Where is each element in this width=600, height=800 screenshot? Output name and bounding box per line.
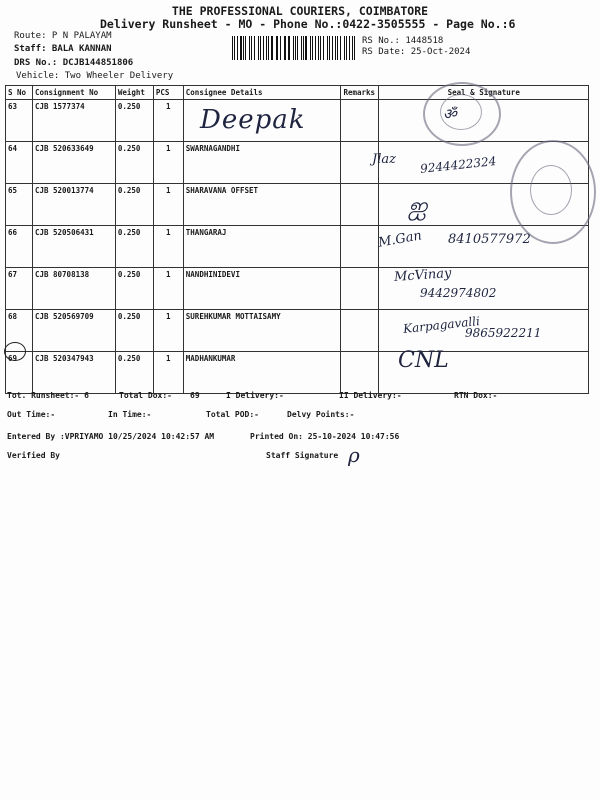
cell-remarks xyxy=(341,310,379,352)
barcode-bar xyxy=(327,36,328,60)
barcode-bar xyxy=(312,36,313,60)
handwritten-phone: 9442974802 xyxy=(420,286,497,300)
barcode-bar xyxy=(268,36,269,60)
table-row xyxy=(6,352,589,394)
col-consignee: Consignee Details xyxy=(183,86,341,100)
handwritten-remark-cnl: CNL xyxy=(398,348,449,373)
entered-by: Entered By :VPRIYAMO 10/25/2024 10:42:57 AM xyxy=(7,432,215,441)
cell-weight: 0.250 xyxy=(115,226,153,268)
cell-consignee: SHARAVANA OFFSET xyxy=(183,184,341,226)
col-pcs: PCS xyxy=(153,86,183,100)
vehicle: Vehicle: Two Wheeler Delivery xyxy=(16,71,174,81)
barcode-bar xyxy=(243,36,244,60)
cell-consignment: CJB 520347943 xyxy=(32,352,115,394)
cell-weight: 0.250 xyxy=(115,100,153,142)
barcode-bar xyxy=(337,36,338,60)
handwritten-name: McVinay xyxy=(393,266,452,285)
barcode-bar xyxy=(234,36,235,60)
handwritten-phone: 9244422324 xyxy=(419,154,497,176)
cell-pcs: 1 xyxy=(153,268,183,310)
seal-stamp-sharavana-inner xyxy=(530,165,572,215)
cell-sno: 65 xyxy=(6,184,33,226)
cell-consignee: THANGARAJ xyxy=(183,226,341,268)
barcode-bar xyxy=(251,36,252,60)
barcode-bar xyxy=(329,36,330,60)
barcode-bar xyxy=(245,36,246,60)
barcode-bar xyxy=(354,36,355,60)
barcode-bar xyxy=(288,36,290,60)
barcode-bar xyxy=(284,36,285,60)
barcode-bar xyxy=(340,36,341,60)
total-dox-label: Total Dox:- xyxy=(119,391,172,400)
cell-pcs: 1 xyxy=(153,352,183,394)
barcode-bar xyxy=(352,36,353,60)
cell-consignee: NANDHINIDEVI xyxy=(183,268,341,310)
cell-sno: 64 xyxy=(6,142,33,184)
cell-consignment: CJB 80708138 xyxy=(32,268,115,310)
cell-consignee: MADHANKUMAR xyxy=(183,352,341,394)
cell-pcs: 1 xyxy=(153,226,183,268)
col-signature: Seal & Signature xyxy=(379,86,589,100)
barcode xyxy=(232,36,357,60)
table-row xyxy=(6,142,589,184)
signature-scribble: Jlaz xyxy=(372,152,396,167)
barcode-bar xyxy=(315,36,316,60)
staff-signature-label: Staff Signature xyxy=(266,451,339,460)
col-consignment: Consignment No xyxy=(32,86,115,100)
signature-scribble: M.Gan xyxy=(377,228,423,251)
barcode-bar xyxy=(285,36,286,60)
cell-pcs: 1 xyxy=(153,142,183,184)
barcode-bar xyxy=(349,36,350,60)
barcode-bar xyxy=(320,36,321,60)
second-delivery: II Delivery:- xyxy=(339,391,402,400)
cell-remarks xyxy=(341,100,379,142)
barcode-bar xyxy=(271,36,273,60)
barcode-bar xyxy=(303,36,304,60)
barcode-bar xyxy=(293,36,294,60)
handwritten-name: Karpagavalli xyxy=(402,314,481,336)
out-time: Out Time:- xyxy=(7,410,56,419)
handwritten-phone: 9865922211 xyxy=(465,326,542,340)
cell-weight: 0.250 xyxy=(115,352,153,394)
barcode-bar xyxy=(260,36,261,60)
barcode-bar xyxy=(301,36,302,60)
cell-remarks xyxy=(341,352,379,394)
col-weight: Weight xyxy=(115,86,153,100)
staff-signature-scribble: ρ xyxy=(348,443,360,467)
barcode-bar xyxy=(249,36,250,60)
cell-sno: 63 xyxy=(6,100,33,142)
delivery-points: Delvy Points:- xyxy=(287,410,355,419)
cell-consignment: CJB 1577374 xyxy=(32,100,115,142)
barcode-bar xyxy=(332,36,333,60)
handwritten-phone: 8410577972 xyxy=(448,232,531,247)
barcode-bar xyxy=(323,36,325,60)
cell-pcs: 1 xyxy=(153,310,183,352)
barcode-bar xyxy=(276,36,277,60)
cell-remarks xyxy=(341,226,379,268)
rtn-dox: RTN Dox:- xyxy=(454,391,498,400)
cell-sno: 67 xyxy=(6,268,33,310)
cell-pcs: 1 xyxy=(153,100,183,142)
total-dox-value: 69 xyxy=(190,391,200,400)
cell-weight: 0.250 xyxy=(115,310,153,352)
rs-number: RS No.: 1448518 xyxy=(362,36,444,46)
cell-remarks xyxy=(341,184,379,226)
col-remarks: Remarks xyxy=(341,86,379,100)
cell-consignment: CJB 520569709 xyxy=(32,310,115,352)
table-row xyxy=(6,184,589,226)
cell-sno: 69 xyxy=(6,352,33,394)
printed-on: Printed On: 25-10-2024 10:47:56 xyxy=(250,432,400,441)
barcode-bar xyxy=(266,36,267,60)
barcode-bar xyxy=(346,36,347,60)
barcode-bar xyxy=(310,36,311,60)
cell-remarks xyxy=(341,268,379,310)
barcode-bar xyxy=(240,36,242,60)
handwritten-signature-deepak: Deepak xyxy=(200,105,306,135)
barcode-bar xyxy=(258,36,260,60)
hand-circle-mark xyxy=(4,342,26,361)
cell-consignee: SUREHKUMAR MOTTAISAMY xyxy=(183,310,341,352)
barcode-bar xyxy=(237,36,238,60)
signature-scribble: ॐ xyxy=(443,105,457,123)
cell-consignment: CJB 520633649 xyxy=(32,142,115,184)
verified-by: Verified By xyxy=(7,451,60,460)
table-header-row xyxy=(6,86,589,100)
barcode-bar xyxy=(263,36,264,60)
first-delivery: I Delivery:- xyxy=(226,391,284,400)
cell-consignment: CJB 520506431 xyxy=(32,226,115,268)
staff: Staff: BALA KANNAN xyxy=(14,44,112,54)
barcode-bar xyxy=(280,36,281,60)
cell-weight: 0.250 xyxy=(115,142,153,184)
total-pod: Total POD:- xyxy=(206,410,259,419)
barcode-bar xyxy=(295,36,296,60)
cell-sno: 68 xyxy=(6,310,33,352)
in-time: In Time:- xyxy=(108,410,152,419)
company-title: THE PROFESSIONAL COURIERS, COIMBATORE xyxy=(171,4,429,18)
barcode-bar xyxy=(318,36,319,60)
rs-date: RS Date: 25-Oct-2024 xyxy=(362,47,471,57)
total-runsheet: Tot. Runsheet:- 6 xyxy=(7,391,89,400)
barcode-bar xyxy=(254,36,255,60)
cell-sno: 66 xyxy=(6,226,33,268)
cell-consignee: SWARNAGANDHI xyxy=(183,142,341,184)
signature-scribble: ஐ xyxy=(408,192,428,220)
barcode-bar xyxy=(344,36,346,60)
cell-weight: 0.250 xyxy=(115,184,153,226)
cell-weight: 0.250 xyxy=(115,268,153,310)
table-row xyxy=(6,268,589,310)
cell-pcs: 1 xyxy=(153,184,183,226)
runsheet-title: Delivery Runsheet - MO - Phone No.:0422-3505555 - Page No.:6 xyxy=(100,17,516,31)
barcode-bar xyxy=(232,36,233,60)
route: Route: P N PALAYAM xyxy=(14,31,112,41)
barcode-bar xyxy=(305,36,307,60)
col-sno: S No xyxy=(6,86,33,100)
cell-consignment: CJB 520013774 xyxy=(32,184,115,226)
barcode-bar xyxy=(277,36,278,60)
drs-number: DRS No.: DCJB144851806 xyxy=(14,58,134,68)
barcode-bar xyxy=(335,36,336,60)
barcode-bar xyxy=(297,36,298,60)
